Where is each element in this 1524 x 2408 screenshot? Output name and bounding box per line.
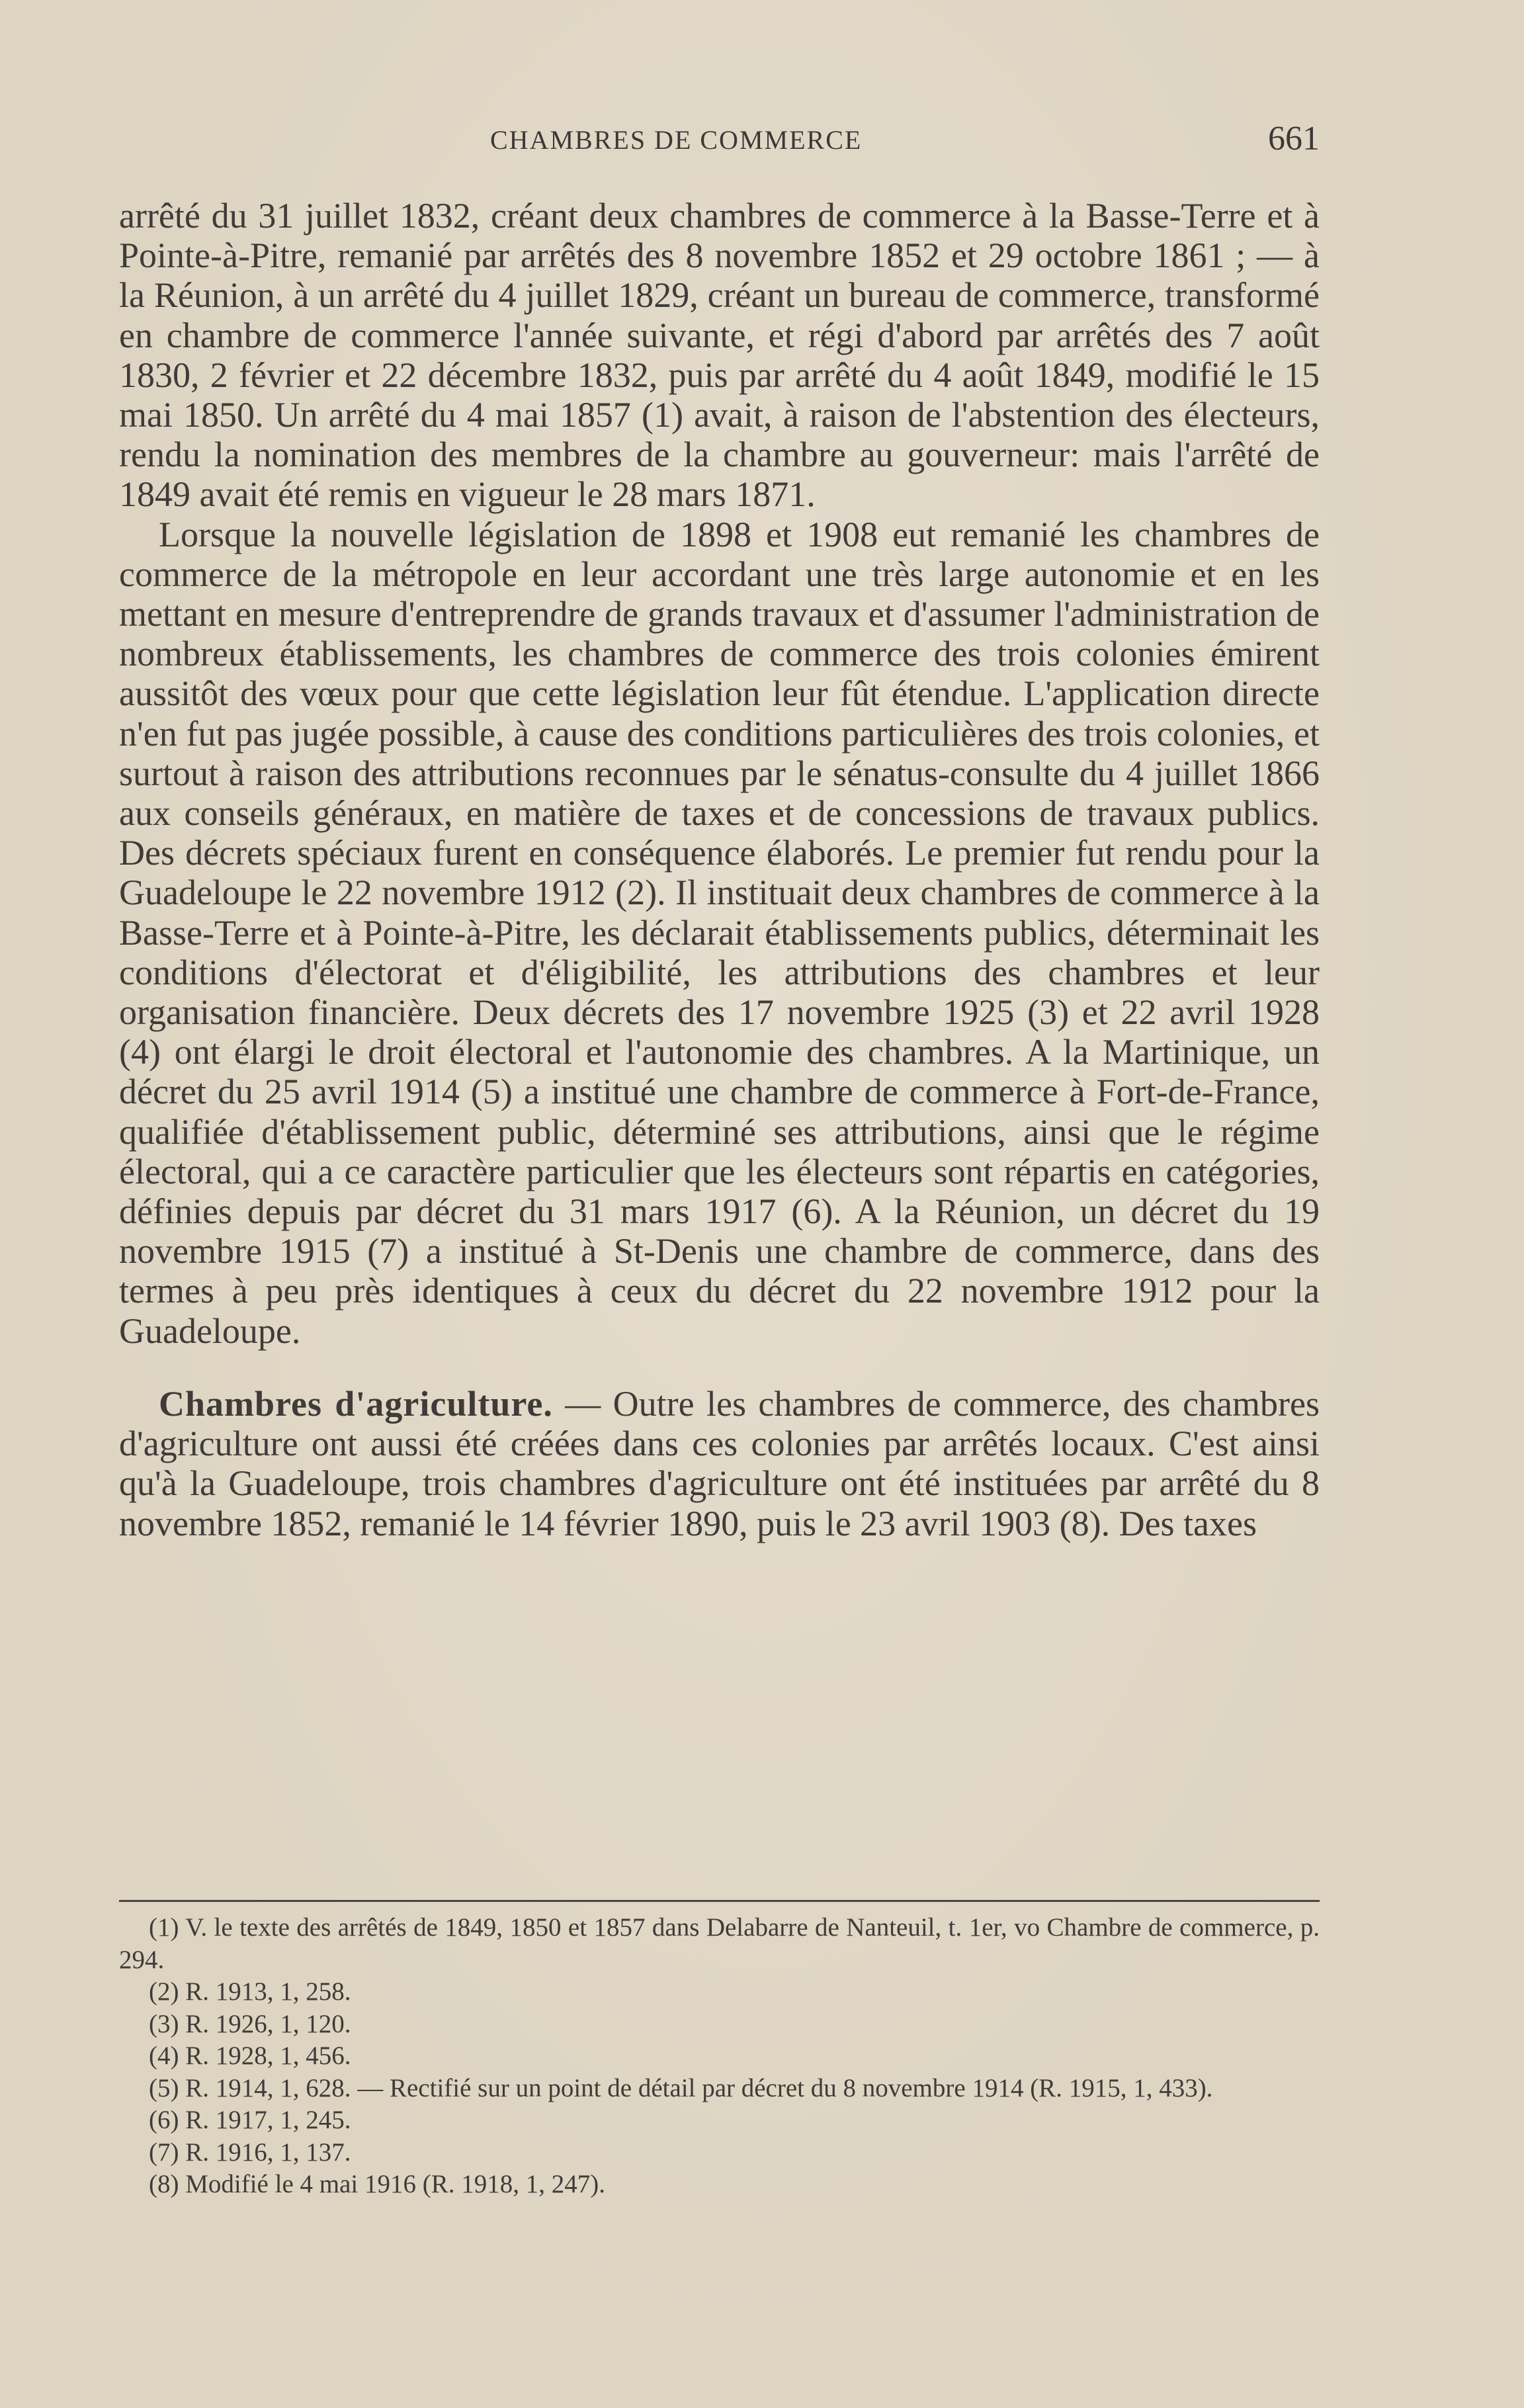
main-text xyxy=(119,196,1320,1543)
page-number: 661 xyxy=(1268,120,1320,157)
footnote: (7) R. 1916, 1, 137. xyxy=(149,2137,351,2167)
section-heading: Chambres d'agriculture. xyxy=(159,1383,553,1424)
footnote: (2) R. 1913, 1, 258. xyxy=(149,1977,351,2006)
footnote: (3) R. 1926, 1, 120. xyxy=(149,2009,351,2038)
footnote: (1) V. le texte des arrêtés de 1849, 1850 et 1857 dans Delabarre de Nanteuil, t. 1er, vo Chambre de commerce, p. 294. xyxy=(119,1913,1320,1974)
section-text: — Outre les chambres de commerce, des chambres d'agriculture ont aussi été créées dans ces colonies par arrêtés locaux. C'est ainsi qu'à la Guadeloupe, trois chambres d'agriculture ont été instituées par arrêté du 8 novembre 1852, remanié le 14 février 1890, puis le 23 avril 1903 (8). Des taxes xyxy=(119,1383,1320,1543)
section-paragraph xyxy=(119,1384,1320,1543)
footnote: (5) R. 1914, 1, 628. — Rectifié sur un point de détail par décret du 8 novembre 1914 (R. 1915, 1, 433). xyxy=(149,2073,1213,2102)
paragraph: arrêté du 31 juillet 1832, créant deux chambres de commerce à la Basse-Terre et à Pointe-à-Pitre, remanié par arrêtés des 8 novembre 1852 et 29 octobre 1861 ; — à la Réunion, à un arrêté du 4 juillet 1829, créant un bureau de commerce, transformé en chambre de commerce l'année suivante, et régi d'abord par arrêtés des 7 août 1830, 2 février et 22 décembre 1832, puis par arrêté du 4 août 1849, modifié le 15 mai 1850. Un arrêté du 4 mai 1857 (1) avait, à raison de l'abstention des électeurs, rendu la nomination des membres de la chambre au gouverneur: mais l'arrêté de 1849 avait été remis en vigueur le 28 mars 1871. xyxy=(119,196,1320,515)
footnotes xyxy=(119,1912,1320,2201)
footnote: (6) R. 1917, 1, 245. xyxy=(149,2106,351,2134)
paragraph: Lorsque la nouvelle législation de 1898 et 1908 eut remanié les chambres de commerce de la métropole en leur accordant une très large autonomie et en les mettant en mesure d'entreprendre de grands travaux et d'assumer l'administration de nombreux établissements, les chambres de commerce des trois colonies émirent aussitôt des vœux pour que cette législation leur fût étendue. L'application directe n'en fut pas jugée possible, à cause des conditions particulières des trois colonies, et surtout à raison des attributions reconnues par le sénatus-consulte du 4 juillet 1866 aux conseils généraux, en matière de taxes et de concessions de travaux publics. Des décrets spéciaux furent en conséquence élaborés. Le premier fut rendu pour la Guadeloupe le 22 novembre 1912 (2). Il instituait deux chambres de commerce à la Basse-Terre et à Pointe-à-Pitre, les déclarait établissements publics, déterminait les conditions d'électorat et d'éligibilité, les attributions des chambres et leur organisation financière. Deux décrets des 17 novembre 1925 (3) et 22 avril 1928 (4) ont élargi le droit électoral et l'autonomie des chambres. A la Martinique, un décret du 25 avril 1914 (5) a institué une chambre de commerce à Fort-de-France, qualifiée d'établissement public, déterminé ses attributions, ainsi que le régime électoral, qui a ce caractère particulier que les électeurs sont répartis en catégories, définies depuis par décret du 31 mars 1917 (6). A la Réunion, un décret du 19 novembre 1915 (7) a institué à St-Denis une chambre de commerce, dans des termes à peu près identiques à ceux du décret du 22 novembre 1912 pour la Guadeloupe. xyxy=(119,514,1320,1351)
page-header xyxy=(122,118,1320,164)
running-title: CHAMBRES DE COMMERCE xyxy=(490,125,863,155)
footnote-divider xyxy=(119,1900,1320,1902)
footnote: (4) R. 1928, 1, 456. xyxy=(149,2042,351,2070)
footnote: (8) Modifié le 4 mai 1916 (R. 1918, 1, 247). xyxy=(149,2170,605,2198)
